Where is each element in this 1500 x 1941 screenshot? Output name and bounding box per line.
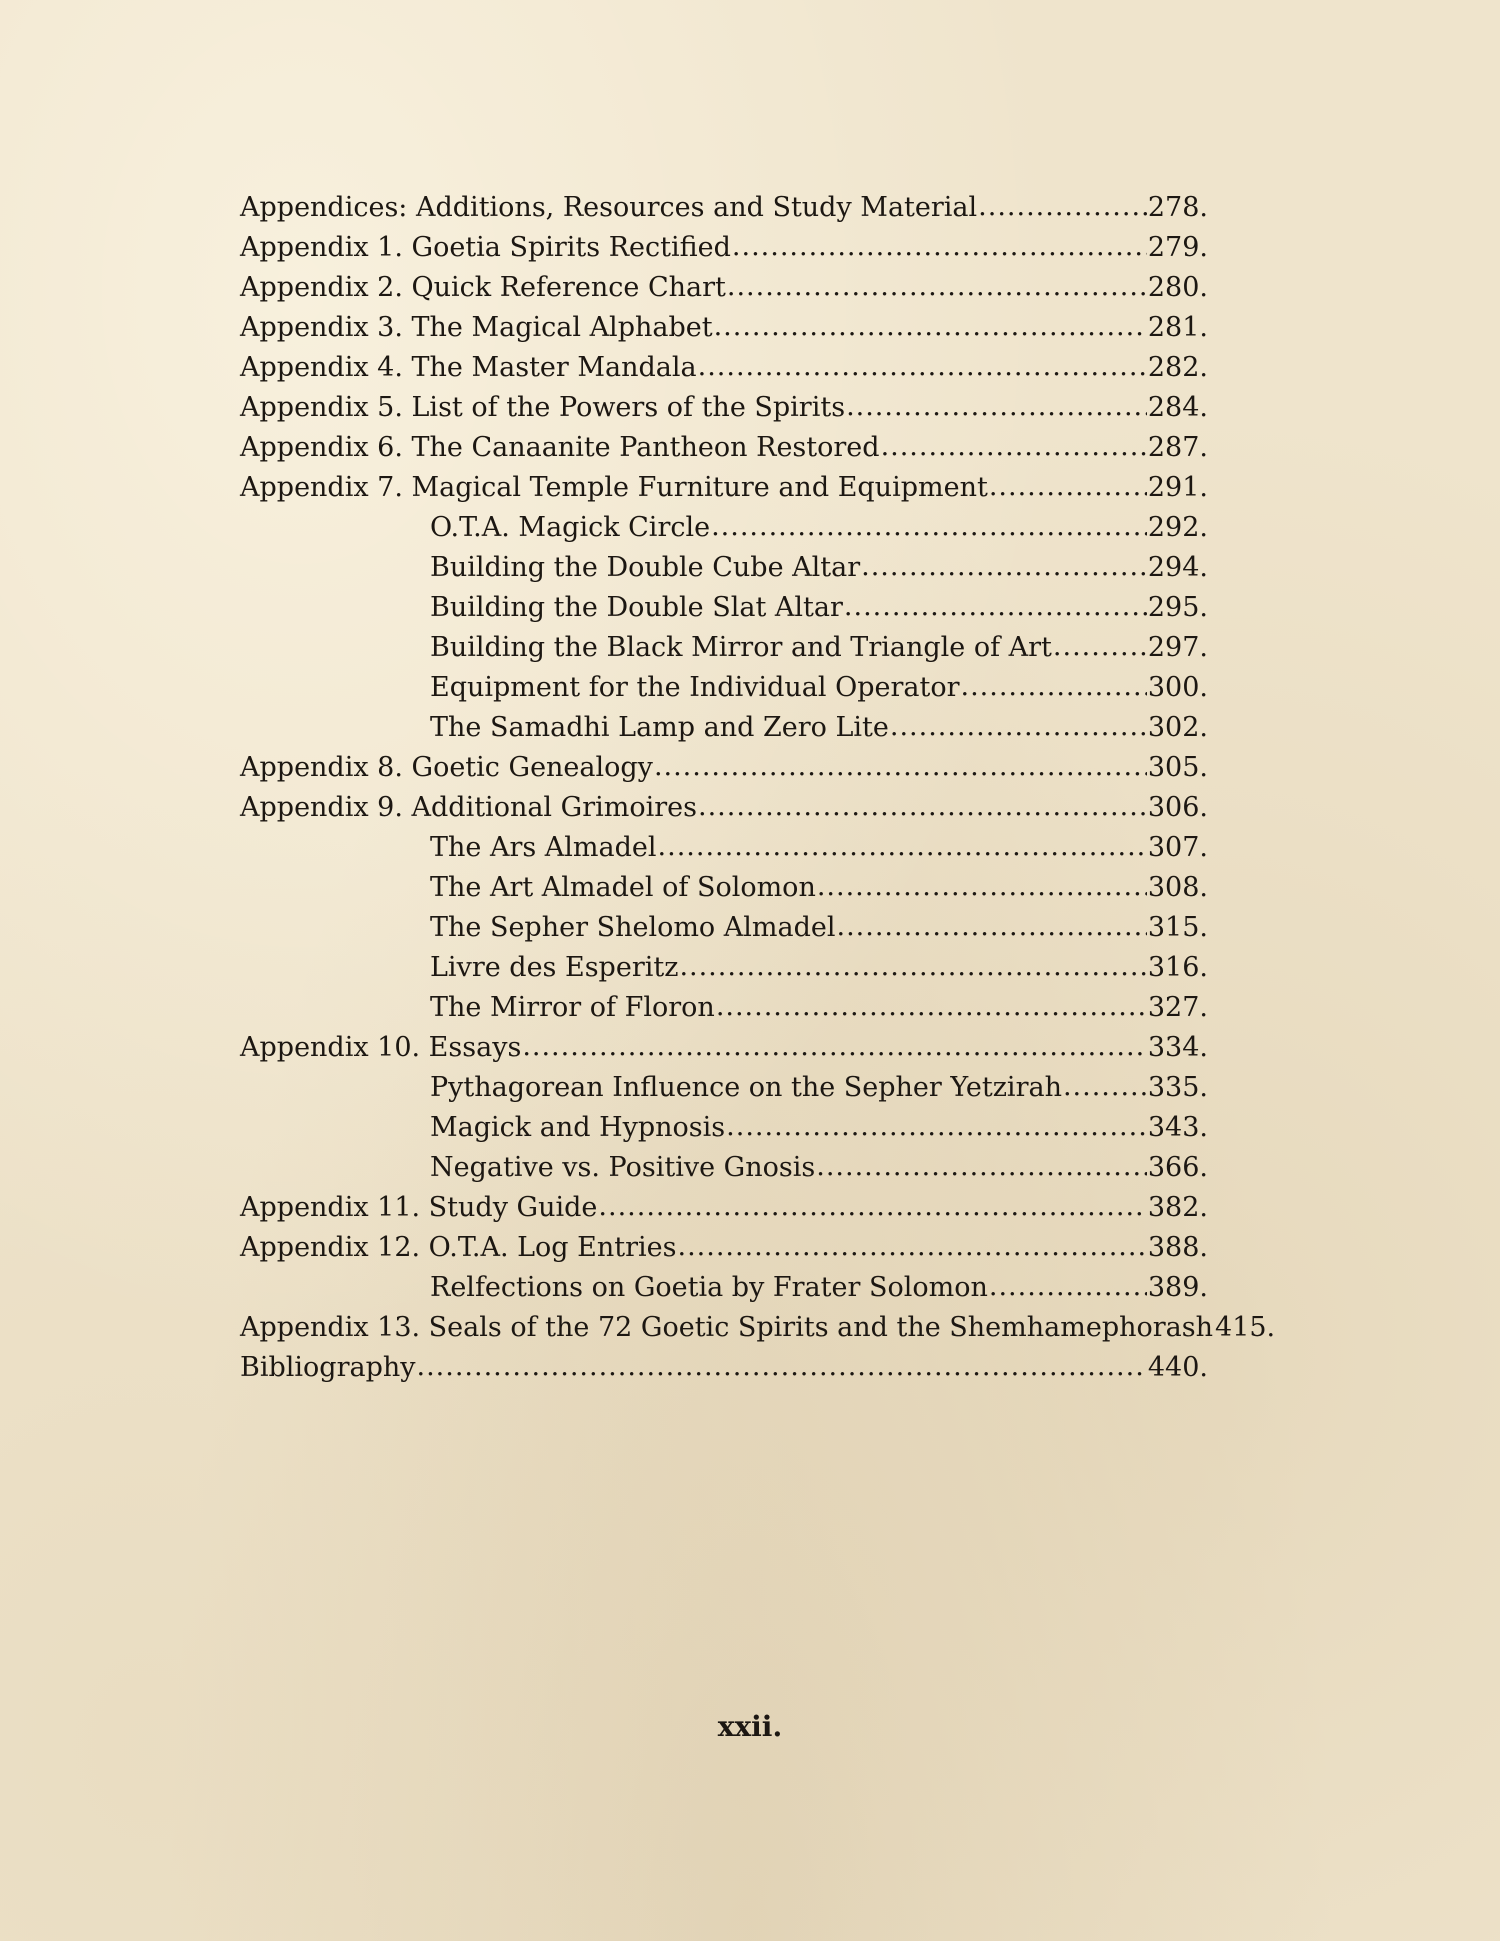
toc-entry-title: Appendix 12. O.T.A. Log Entries xyxy=(240,1232,677,1263)
toc-entry-appendix-13[interactable] xyxy=(240,1308,1276,1348)
toc-entry-page: 291. xyxy=(1147,472,1208,503)
toc-entry-page: 343. xyxy=(1147,1112,1208,1143)
toc-entry-title: Appendix 4. The Master Mandala xyxy=(240,352,697,383)
toc-entry-title: Appendix 1. Goetia Spirits Rectified xyxy=(240,232,731,263)
dot-leader xyxy=(677,1227,1146,1267)
dot-leader xyxy=(837,907,1147,947)
dot-leader xyxy=(978,187,1147,227)
dot-leader xyxy=(732,227,1147,267)
toc-entry-title: Appendices: Additions, Resources and Study Material xyxy=(240,192,978,223)
toc-entry-title: Bibliography xyxy=(240,1352,416,1383)
toc-entry-appendices[interactable] xyxy=(240,188,1208,228)
dot-leader xyxy=(989,1267,1147,1307)
toc-entry-page: 294. xyxy=(1147,552,1208,583)
toc-subentry-double-cube-altar[interactable] xyxy=(240,548,1208,588)
toc-entry-title: The Mirror of Floron xyxy=(430,992,715,1023)
toc-entry-page: 366. xyxy=(1147,1152,1208,1183)
toc-entry-title: Livre des Esperitz xyxy=(430,952,679,983)
toc-entry-appendix-1[interactable] xyxy=(240,228,1208,268)
toc-entry-title: Appendix 9. Additional Grimoires xyxy=(240,792,697,823)
toc-subentry-mirror-of-floron[interactable] xyxy=(240,988,1208,1028)
toc-entry-title: The Sepher Shelomo Almadel xyxy=(430,912,836,943)
toc-entry-title: Appendix 5. List of the Powers of the Spirits xyxy=(240,392,846,423)
toc-entry-title: Appendix 7. Magical Temple Furniture and Equipment xyxy=(240,472,988,503)
toc-entry-page: 306. xyxy=(1147,792,1208,823)
toc-entry-page: 415. xyxy=(1215,1312,1276,1343)
toc-subentry-negative-positive-gnosis[interactable] xyxy=(240,1148,1208,1188)
toc-subentry-art-almadel[interactable] xyxy=(240,868,1208,908)
dot-leader xyxy=(816,1147,1147,1187)
dot-leader xyxy=(698,787,1147,827)
dot-leader xyxy=(654,747,1147,787)
toc-subentry-livre-des-esperitz[interactable] xyxy=(240,948,1208,988)
toc-entry-page: 315. xyxy=(1147,912,1208,943)
toc-entry-title: Equipment for the Individual Operator xyxy=(430,672,960,703)
toc-entry-page: 292. xyxy=(1147,512,1208,543)
table-of-contents xyxy=(240,188,1276,1388)
dot-leader xyxy=(522,1027,1147,1067)
toc-entry-appendix-12[interactable] xyxy=(240,1228,1208,1268)
toc-entry-page: 308. xyxy=(1147,872,1208,903)
toc-entry-appendix-5[interactable] xyxy=(240,388,1208,428)
dot-leader xyxy=(846,387,1147,427)
toc-entry-appendix-10[interactable] xyxy=(240,1028,1208,1068)
dot-leader xyxy=(698,347,1147,387)
dot-leader xyxy=(881,427,1147,467)
dot-leader xyxy=(1063,1067,1147,1107)
toc-entry-page: 334. xyxy=(1147,1032,1208,1063)
toc-entry-bibliography[interactable] xyxy=(240,1348,1208,1388)
toc-entry-title: Pythagorean Influence on the Sepher Yetzirah xyxy=(430,1072,1062,1103)
dot-leader xyxy=(989,467,1147,507)
toc-entry-page: 279. xyxy=(1147,232,1208,263)
dot-leader xyxy=(817,867,1147,907)
dot-leader xyxy=(961,667,1147,707)
toc-subentry-ars-almadel[interactable] xyxy=(240,828,1208,868)
dot-leader xyxy=(714,307,1147,347)
toc-entry-appendix-2[interactable] xyxy=(240,268,1208,308)
toc-entry-page: 316. xyxy=(1147,952,1208,983)
toc-entry-title: Appendix 6. The Canaanite Pantheon Restored xyxy=(240,432,880,463)
toc-subentry-samadhi-lamp[interactable] xyxy=(240,708,1208,748)
dot-leader xyxy=(716,987,1147,1027)
dot-leader xyxy=(711,507,1147,547)
toc-entry-page: 284. xyxy=(1147,392,1208,423)
toc-subentry-equipment[interactable] xyxy=(240,668,1208,708)
toc-entry-page: 440. xyxy=(1147,1352,1208,1383)
toc-entry-appendix-7[interactable] xyxy=(240,468,1208,508)
dot-leader xyxy=(679,947,1146,987)
toc-entry-page: 287. xyxy=(1147,432,1208,463)
toc-entry-page: 302. xyxy=(1147,712,1208,743)
toc-entry-page: 389. xyxy=(1147,1272,1208,1303)
toc-entry-title: Relfections on Goetia by Frater Solomon xyxy=(430,1272,988,1303)
toc-entry-title: Building the Double Cube Altar xyxy=(430,552,861,583)
toc-entry-title: Appendix 8. Goetic Genealogy xyxy=(240,752,653,783)
toc-entry-title: O.T.A. Magick Circle xyxy=(430,512,711,543)
page-number: xxii. xyxy=(717,1710,783,1743)
toc-entry-page: 305. xyxy=(1147,752,1208,783)
toc-entry-page: 295. xyxy=(1147,592,1208,623)
toc-entry-page: 278. xyxy=(1147,192,1208,223)
toc-entry-appendix-9[interactable] xyxy=(240,788,1208,828)
toc-entry-appendix-4[interactable] xyxy=(240,348,1208,388)
dot-leader xyxy=(861,547,1147,587)
toc-entry-title: Appendix 10. Essays xyxy=(240,1032,522,1063)
dot-leader xyxy=(1053,627,1147,667)
toc-entry-appendix-6[interactable] xyxy=(240,428,1208,468)
toc-entry-title: Building the Black Mirror and Triangle of Art xyxy=(430,632,1052,663)
toc-entry-page: 297. xyxy=(1147,632,1208,663)
toc-subentry-double-slat-altar[interactable] xyxy=(240,588,1208,628)
toc-entry-page: 327. xyxy=(1147,992,1208,1023)
dot-leader xyxy=(726,1107,1147,1147)
toc-entry-title: The Art Almadel of Solomon xyxy=(430,872,816,903)
toc-entry-page: 388. xyxy=(1147,1232,1208,1263)
toc-entry-title: Appendix 11. Study Guide xyxy=(240,1192,598,1223)
toc-entry-title: The Ars Almadel xyxy=(430,832,657,863)
toc-entry-appendix-11[interactable] xyxy=(240,1188,1208,1228)
toc-entry-page: 280. xyxy=(1147,272,1208,303)
dot-leader xyxy=(417,1347,1147,1387)
toc-subentry-sepher-shelomo[interactable] xyxy=(240,908,1208,948)
toc-entry-appendix-3[interactable] xyxy=(240,308,1208,348)
dot-leader xyxy=(890,707,1147,747)
toc-entry-title: The Samadhi Lamp and Zero Lite xyxy=(430,712,889,743)
toc-entry-page: 307. xyxy=(1147,832,1208,863)
dot-leader xyxy=(598,1187,1146,1227)
toc-subentry-magick-and-hypnosis[interactable] xyxy=(240,1108,1208,1148)
toc-entry-page: 300. xyxy=(1147,672,1208,703)
dot-leader xyxy=(844,587,1147,627)
toc-subentry-pythagorean-influence[interactable] xyxy=(240,1068,1208,1108)
toc-entry-title: Appendix 13. Seals of the 72 Goetic Spirits and the Shemhamephorash xyxy=(240,1312,1214,1343)
toc-entry-title: Building the Double Slat Altar xyxy=(430,592,843,623)
toc-entry-title: Appendix 2. Quick Reference Chart xyxy=(240,272,726,303)
toc-entry-page: 282. xyxy=(1147,352,1208,383)
toc-entry-appendix-8[interactable] xyxy=(240,748,1208,788)
toc-entry-title: Appendix 3. The Magical Alphabet xyxy=(240,312,713,343)
toc-entry-title: Magick and Hypnosis xyxy=(430,1112,726,1143)
toc-subentry-reflections-on-goetia[interactable] xyxy=(240,1268,1208,1308)
toc-entry-page: 382. xyxy=(1147,1192,1208,1223)
toc-entry-title: Negative vs. Positive Gnosis xyxy=(430,1152,816,1183)
toc-entry-page: 281. xyxy=(1147,312,1208,343)
dot-leader xyxy=(727,267,1147,307)
toc-entry-page: 335. xyxy=(1147,1072,1208,1103)
dot-leader xyxy=(658,827,1147,867)
toc-subentry-magick-circle[interactable] xyxy=(240,508,1208,548)
toc-subentry-black-mirror[interactable] xyxy=(240,628,1208,668)
